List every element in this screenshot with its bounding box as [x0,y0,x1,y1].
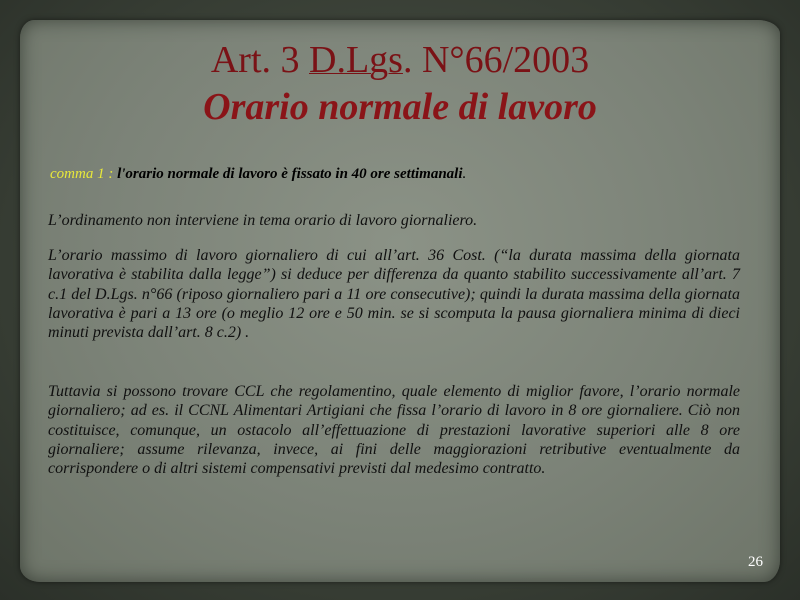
paragraph-3: Tuttavia si possono trovare CCL che regolamentino, quale elemento di miglior favore, l’orario normale giornaliero; ad es. il CCNL Alimentari Artigiani che fissa l’orario di lavoro in 8 ore giornaliere. Ciò non costituisce, comunque, un ostacolo all’effettuazione di prestazioni lavorative superiori alle 8 ore giornaliere; assume rilevanza, invece, ai fini delle maggiorazioni retributive eventualmente da corrispondere o di altri sistemi compensativi previsti dal medesimo contratto. [48,383,740,478]
page-number: 26 [748,554,763,570]
comma-end: . [462,166,467,182]
slide-title [0,38,800,82]
title-suffix: . N°66/2003 [402,39,590,81]
comma-line [50,164,750,184]
comma-lead: comma 1 : [50,166,118,182]
title-law-link[interactable]: D.Lgs [309,39,403,81]
title-prefix: Art. 3 [210,39,309,81]
paragraph-2: L’orario massimo di lavoro giornaliero di cui all’art. 36 Cost. (“la durata massima della giornata lavorativa è stabilita dalla legge”) si deduce per differenza da quanto stabilito successivamente all’art. 7 c.1 del D.Lgs. n°66 (riposo giornaliero pari a 11 ore consecutive); quindi la durata massima della giornata lavorativa è pari a 13 ore (o meglio 12 ore e 50 min. se si scomputa la pausa giornaliera minima di dieci minuti prevista dall’art. 8 c.2) . [48,247,740,342]
slide-subtitle: Orario normale di lavoro [203,86,597,128]
paragraph-1: L’ordinamento non interviene in tema orario di lavoro giornaliero. [48,212,478,229]
comma-text: l'orario normale di lavoro è fissato in 40 ore settimanali [117,166,463,182]
